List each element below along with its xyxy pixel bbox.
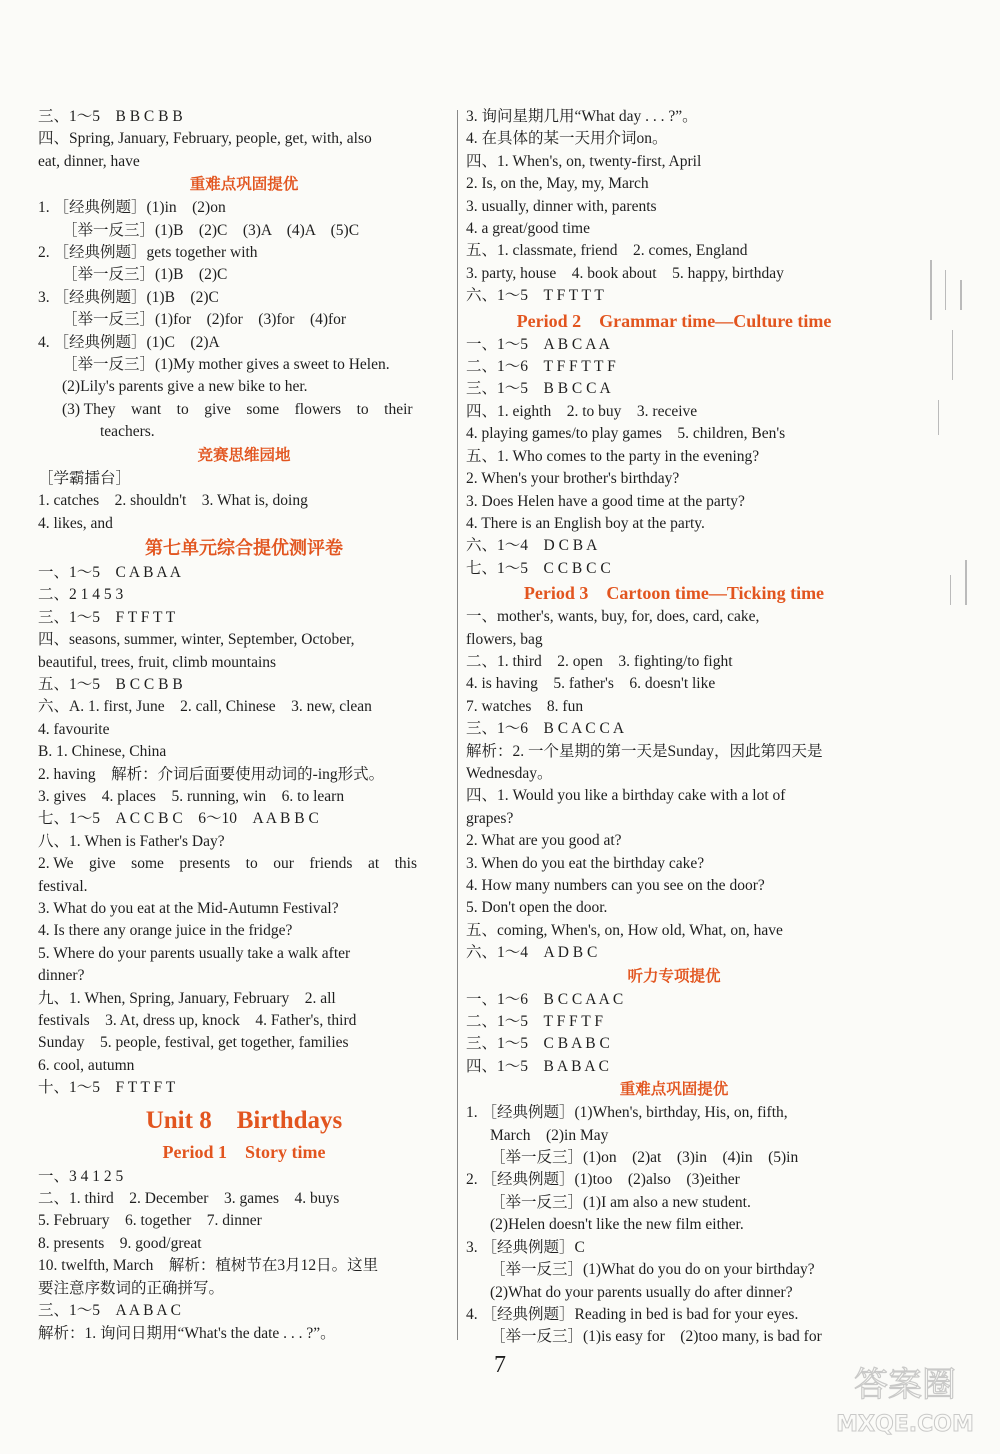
answer-line: 4. There is an English boy at the party. [466, 514, 705, 532]
answer-line: 7. watches 8. fun [466, 697, 584, 715]
answer-line: 4. is having 5. father's 6. doesn't like [466, 675, 716, 693]
answer-line: 4. ［经典例题］Reading in bed is bad for your eyes. [466, 1305, 799, 1323]
section-heading: Period 1 Story time [162, 1141, 326, 1162]
answer-line: 五、coming, When's, on, How old, What, on, have [466, 921, 783, 939]
answer-line: ［举一反三］(1)What do you do on your birthday? [490, 1261, 815, 1279]
answer-line: 2. We give some presents to our friends at this [38, 855, 418, 873]
answer-line: festival. [38, 877, 88, 895]
answer-line: 4. playing games/to play games 5. children, Ben's [466, 425, 786, 443]
answer-line: 六、1～4 D C B A [466, 537, 598, 555]
answer-line: 三、1～5 F T F T T [38, 608, 176, 626]
answer-line: 1. ［经典例题］(1)in (2)on [38, 199, 226, 217]
answer-line: grapes? [466, 809, 514, 827]
answer-line: B. 1. Chinese, China [38, 743, 167, 761]
answer-line: 一、1～5 A B C A A [466, 335, 610, 353]
answer-line: 4. ［经典例题］(1)C (2)A [38, 333, 220, 351]
answer-line: 二、1. third 2. December 3. games 4. buys [38, 1190, 340, 1208]
watermark-text: 答案圈 [854, 1365, 956, 1405]
answer-line: 解析：1. 询问日期用“What's the date . . . ?”。 [38, 1324, 336, 1342]
section-heading: 竞赛思维园地 [197, 446, 291, 464]
answer-line: ［学霸擂台］ [38, 469, 132, 487]
answer-line: 4. How many numbers can you see on the door? [466, 877, 765, 894]
answer-line: 3. usually, dinner with, parents [466, 197, 657, 215]
answer-line: ［举一反三］(1)is easy for (2)too many, is bad for [490, 1328, 822, 1346]
answer-line: ［举一反三］(1)B (2)C (3)A (4)A (5)C [62, 221, 360, 239]
section-heading: Period 3 Cartoon time—Ticking time [523, 583, 825, 604]
answer-line: 4. likes, and [38, 514, 113, 532]
answer-line: 4. Is there any orange juice in the fridge? [38, 922, 293, 940]
answer-line: 二、1～5 T F F T F [466, 1013, 603, 1031]
answer-line: 五、1～5 B C C B B [38, 675, 183, 693]
answer-line: 三、1～5 C B A B C [466, 1035, 610, 1053]
answer-line: 三、1～5 B B C C A [466, 380, 611, 398]
answer-line: eat, dinner, have [38, 152, 140, 170]
answer-line: 二、1. third 2. open 3. fighting/to fight [466, 652, 733, 670]
answer-line: 五、1. classmate, friend 2. comes, England [466, 242, 748, 260]
answer-line: 2. Is, on the, May, my, March [466, 175, 649, 193]
answer-line: 九、1. When, Spring, January, February 2. all [38, 989, 336, 1007]
answer-line: 三、1～6 B C A C C A [466, 720, 625, 738]
answer-line: 5. February 6. together 7. dinner [38, 1212, 262, 1230]
answer-line: flowers, bag [466, 630, 543, 648]
answer-line: 3. Does Helen have a good time at the party? [466, 492, 745, 510]
answer-line: 二、2 1 4 5 3 [38, 586, 124, 604]
answer-line: 三、1～5 A A B A C [38, 1302, 181, 1320]
answer-line: 四、1. Would you like a birthday cake with a lot of [466, 787, 786, 805]
answer-line: dinner? [38, 967, 85, 985]
page-number: 7 [494, 1352, 506, 1378]
answer-line: March (2)in May [490, 1126, 609, 1144]
answer-line: ［举一反三］(1)B (2)C [62, 266, 228, 284]
answer-line: Wednesday。 [466, 764, 553, 782]
right-column [466, 106, 882, 1349]
answer-line: 3. 询问星期几用“What day . . . ?”。 [466, 108, 698, 125]
answer-line: (3) They want to give some flowers to their [62, 400, 413, 418]
watermark-logo [830, 1346, 980, 1446]
answer-line: 一、1～6 B C C A A C [466, 990, 624, 1008]
answer-line: beautiful, trees, fruit, climb mountains [38, 653, 277, 671]
answer-line: 六、1～4 A D B C [466, 944, 598, 962]
answer-line: 三、1～5 B B C B B [38, 108, 183, 125]
section-heading: 听力专项提优 [627, 967, 721, 985]
answer-line: ［举一反三］(1)for (2)for (3)for (4)for [62, 311, 347, 329]
answer-line: teachers. [100, 423, 155, 441]
answer-line: 3. ［经典例题］(1)B (2)C [38, 288, 219, 306]
answer-line: 2. When's your brother's birthday? [466, 470, 680, 488]
answer-line: 8. presents 9. good/great [38, 1234, 202, 1252]
answer-line: 六、A. 1. first, June 2. call, Chinese 3. new, clean [38, 698, 372, 716]
answer-line: 六、1～5 T F T T T [466, 287, 604, 305]
section-heading: Period 2 Grammar time—Culture time [516, 310, 832, 331]
answer-line: 3. What do you eat at the Mid-Autumn Festival? [38, 900, 339, 917]
answer-line: (2)Lily's parents give a new bike to her. [62, 378, 308, 396]
answer-line: (2)What do your parents usually do after dinner? [490, 1283, 793, 1301]
scan-edge-noise [890, 0, 1000, 1454]
answer-line: 五、1. Who comes to the party in the evening? [466, 447, 760, 465]
answer-line: 一、mother's, wants, buy, for, does, card, cake, [466, 608, 760, 626]
section-heading: Unit 8 Birthdays [145, 1106, 343, 1134]
answer-line: 解析：2. 一个星期的第一天是Sunday，因此第四天是 [466, 742, 823, 760]
answer-line: 3. gives 4. places 5. running, win 6. to learn [38, 787, 345, 805]
answer-line: 10. twelfth, March 解析：植树节在3月12日。这里 [38, 1257, 379, 1275]
section-heading: 第七单元综合提优测评卷 [145, 537, 343, 558]
answer-line: 3. ［经典例题］C [466, 1238, 585, 1256]
answer-line: 1. ［经典例题］(1)When's, birthday, His, on, fifth, [466, 1104, 788, 1122]
answer-line: 七、1～5 A C C B C 6～10 A A B B C [38, 810, 319, 828]
answer-line: 5. Where do your parents usually take a walk after [38, 944, 351, 962]
answer-line: 2. ［经典例题］(1)too (2)also (3)either [466, 1171, 740, 1189]
section-heading: 重难点巩固提优 [619, 1081, 729, 1099]
answer-line: 4. 在具体的某一天用介词on。 [466, 130, 668, 148]
answer-line: 2. having 解析：介词后面要使用动词的-ing形式。 [38, 765, 385, 783]
answer-line: 七、1～5 C C B C C [466, 559, 611, 577]
answer-line: 一、3 4 1 2 5 [38, 1167, 124, 1185]
column-divider [457, 110, 458, 1340]
answer-line: 2. ［经典例题］gets together with [38, 244, 258, 262]
answer-line: 四、seasons, summer, winter, September, October, [38, 631, 355, 649]
answer-line: 要注意序数词的正确拼写。 [38, 1279, 225, 1297]
answer-line: 1. catches 2. shouldn't 3. What is, doing [38, 492, 308, 510]
answer-line: 四、1～5 B A B A C [466, 1057, 609, 1075]
answer-line: 一、1～5 C A B A A [38, 563, 181, 581]
answer-line: (2)Helen doesn't like the new film either. [490, 1216, 744, 1234]
answer-line: ［举一反三］(1)I am also a new student. [490, 1193, 751, 1211]
left-column [38, 106, 450, 1345]
watermark-url: MXQE.COM [836, 1412, 974, 1437]
answer-line: 3. When do you eat the birthday cake? [466, 854, 705, 872]
section-heading: 重难点巩固提优 [189, 176, 299, 194]
answer-line: 6. cool, autumn [38, 1056, 135, 1074]
answer-line: 4. favourite [38, 720, 110, 738]
answer-line: 四、1. When's, on, twenty-first, April [466, 152, 702, 170]
answer-line: 5. Don't open the door. [466, 899, 608, 917]
answer-line: 3. party, house 4. book about 5. happy, birthday [466, 264, 784, 282]
answer-line: 2. What are you good at? [466, 832, 622, 850]
answer-line: 四、Spring, January, February, people, get, with, also [38, 130, 372, 148]
answer-line: 十、1～5 F T T F T [38, 1079, 176, 1097]
answer-line: 四、1. eighth 2. to buy 3. receive [466, 402, 698, 420]
answer-line: 二、1～6 T F F T T F [466, 358, 616, 376]
answer-line: ［举一反三］(1)on (2)at (3)in (4)in (5)in [490, 1149, 799, 1167]
answer-line: 八、1. When is Father's Day? [38, 832, 225, 850]
answer-line: ［举一反三］(1)My mother gives a sweet to Helen. [62, 356, 390, 374]
answer-line: 4. a great/good time [466, 220, 590, 238]
answer-line: Sunday 5. people, festival, get together, families [38, 1034, 349, 1052]
answer-line: festivals 3. At, dress up, knock 4. Father's, third [38, 1012, 357, 1030]
